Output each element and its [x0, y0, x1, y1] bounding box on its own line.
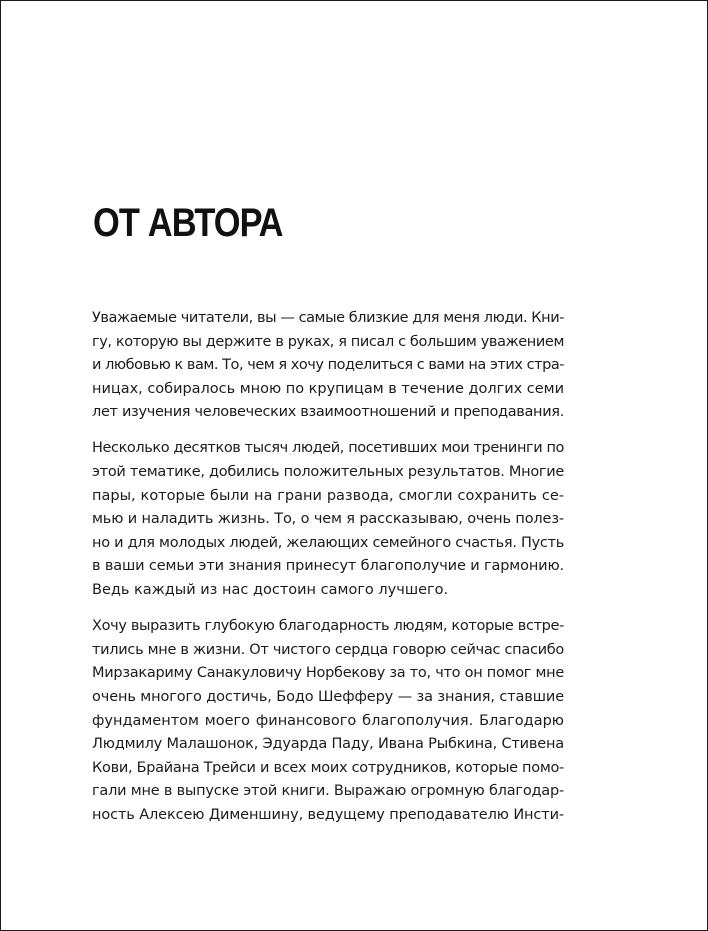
text-line: ницах, собиралось мною по крупицам в течение долгих семи: [92, 380, 564, 397]
text-line: тились мне в жизни. От чистого сердца говорю сейчас спасибо: [92, 641, 564, 658]
text-line: Мирзакариму Санакуловичу Норбекову за то, что он помог мне: [92, 665, 564, 682]
text-line: фундаментом моего финансового благополучия. Благодарю: [92, 712, 564, 729]
text-line: мью и наладить жизнь. То, о чем я рассказываю, очень полез-: [92, 511, 564, 528]
text-line: Хочу выразить глубокую благодарность людям, которые встре-: [92, 618, 564, 635]
text-line: гу, которую вы держите в руках, я писал с большим уважением: [92, 333, 564, 350]
paragraph-1: [92, 307, 564, 425]
text-line: Кови, Брайана Трейси и всех моих сотрудников, которые помо-: [92, 759, 564, 776]
paragraph-3: [92, 615, 564, 827]
body-text: [92, 307, 564, 840]
text-line: Несколько десятков тысяч людей, посетивших мои тренинги по: [92, 440, 564, 457]
text-line: Уважаемые читатели, вы — самые близкие для меня люди. Кни-: [92, 310, 564, 326]
chapter-heading: ОТ АВТОРА: [93, 201, 283, 245]
text-line: Людмилу Малашонок, Эдуарда Паду, Ивана Рыбкина, Стивена: [92, 736, 564, 753]
text-line: Ведь каждый из нас достоин самого лучшего.: [92, 582, 449, 599]
text-line: и любовью к вам. То, чем я хочу поделиться с вами на этих стра-: [92, 357, 564, 374]
text-line: но и для молодых людей, желающих семейного счастья. Пусть: [92, 534, 564, 551]
text-line: очень многого достичь, Бодо Шефферу — за знания, ставшие: [92, 688, 564, 705]
text-line: пары, которые были на грани развода, смогли сохранить се-: [92, 487, 564, 504]
text-line: гали мне в выпуске этой книги. Выражаю огромную благодар-: [92, 783, 564, 800]
text-line: лет изучения человеческих взаимоотношений и преподавания.: [92, 404, 564, 421]
text-line: в ваши семьи эти знания принесут благополучие и гармонию.: [92, 558, 564, 575]
paragraph-2: [92, 437, 564, 602]
text-line: ность Алексею Дименшину, ведущему преподавателю Инсти-: [92, 806, 564, 823]
text-line: этой тематике, добились положительных результатов. Многие: [92, 464, 564, 481]
